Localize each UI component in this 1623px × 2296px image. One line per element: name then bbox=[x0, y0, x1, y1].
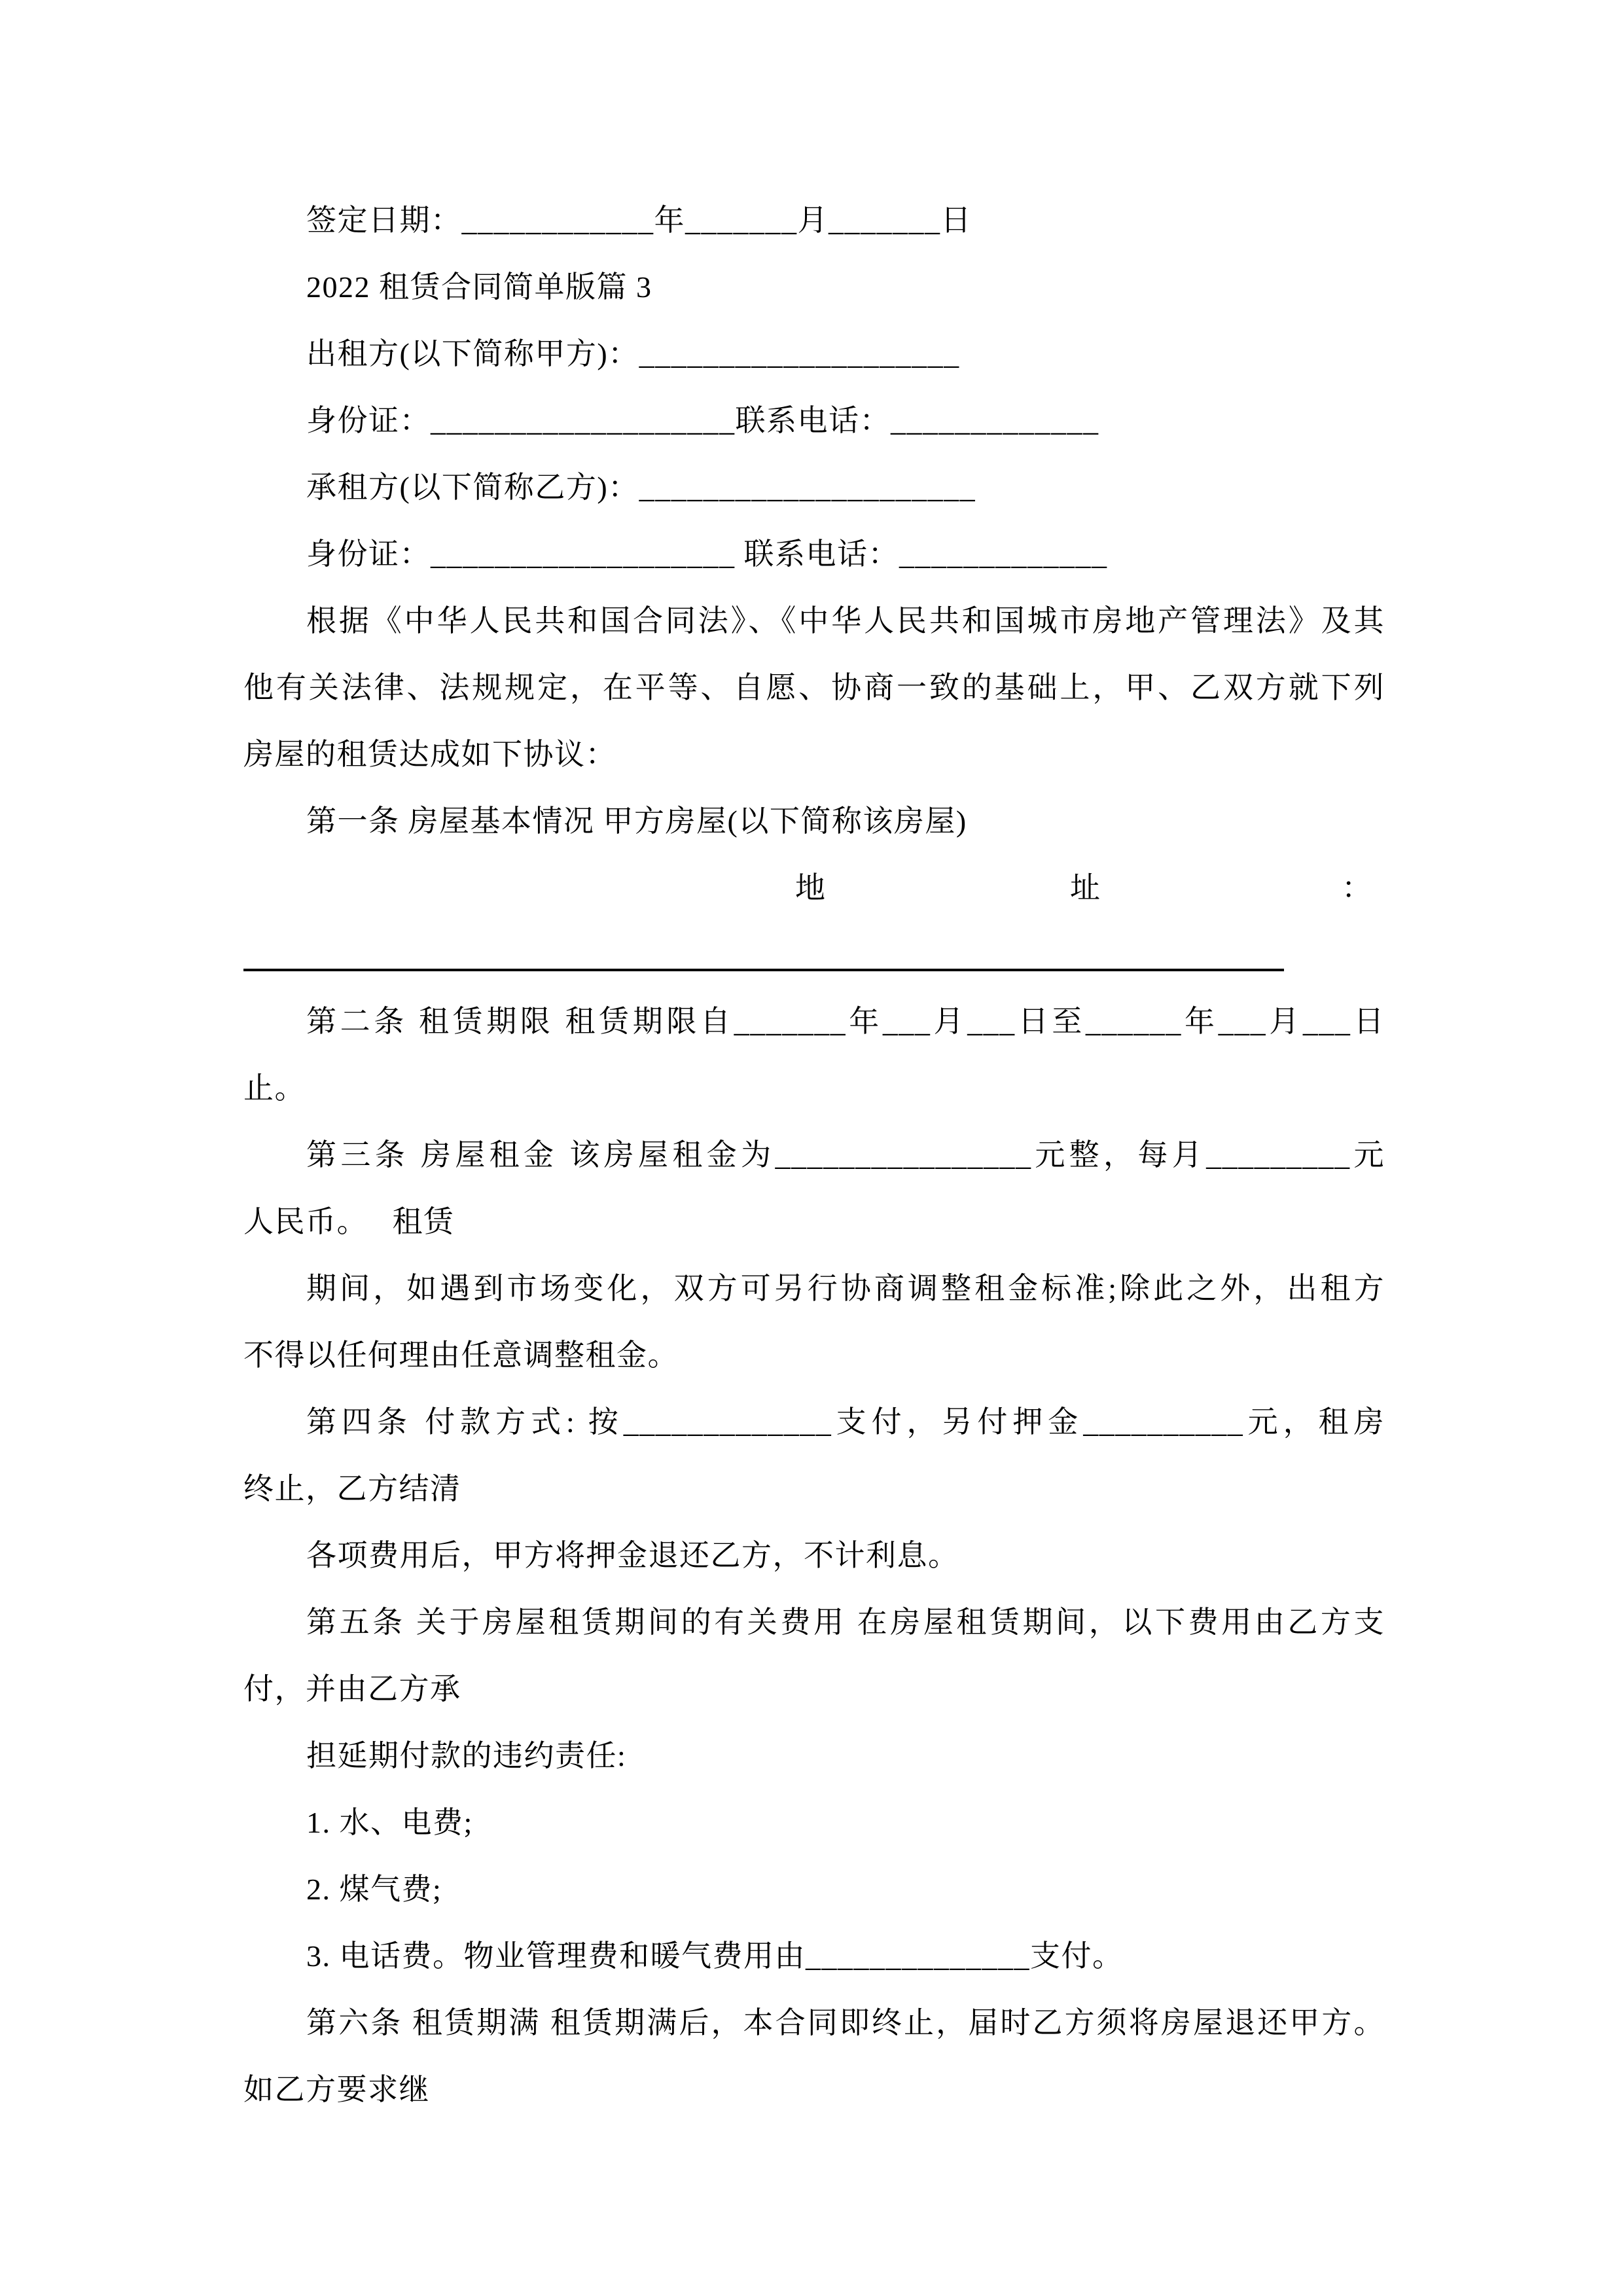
document-line-7: 根据《中华人民共和国合同法》、《中华人民共和国城市房地产管理法》及其 bbox=[306, 604, 1385, 637]
document-line-4: 身份证：___________________联系电话：_____________ bbox=[306, 404, 1099, 437]
document-line-16: 人民币。 租赁 bbox=[243, 1205, 455, 1238]
document-line-24: 担延期付款的违约责任: bbox=[306, 1739, 627, 1772]
address-blank-row bbox=[243, 922, 1385, 988]
document-line-1: 签定日期：____________年_______月_______日 bbox=[306, 204, 972, 237]
document-line-23: 付，并由乙方承 bbox=[243, 1672, 461, 1706]
fill-in-blank-rule bbox=[243, 969, 1284, 971]
address-label-part: 址 bbox=[1070, 871, 1101, 905]
address-label-part: 地 bbox=[795, 871, 827, 905]
document-line-25: 1. 水、电费; bbox=[306, 1806, 473, 1839]
document-line-18: 不得以任何理由任意调整租金。 bbox=[243, 1338, 679, 1372]
contract-document-content bbox=[243, 187, 1385, 2123]
document-line-5: 承租方(以下简称乙方)：_____________________ bbox=[306, 471, 976, 504]
document-line-21: 各项费用后，甲方将押金退还乙方，不计利息。 bbox=[306, 1539, 959, 1572]
document-line-22: 第五条 关于房屋租赁期间的有关费用 在房屋租赁期间，以下费用由乙方支 bbox=[306, 1605, 1385, 1639]
address-label-row bbox=[243, 855, 1385, 922]
document-line-8: 他有关法律、法规规定，在平等、自愿、协商一致的基础上，甲、乙双方就下列 bbox=[243, 671, 1385, 704]
document-line-27: 3. 电话费。物业管理费和暖气费用由______________支付。 bbox=[306, 1939, 1124, 1973]
document-line-29: 如乙方要求继 bbox=[243, 2073, 430, 2106]
document-line-10: 第一条 房屋基本情况 甲方房屋(以下简称该房屋) bbox=[306, 804, 967, 838]
document-line-26: 2. 煤气费; bbox=[306, 1873, 442, 1906]
document-line-6: 身份证：___________________ 联系电话：_____________ bbox=[306, 537, 1108, 571]
address-label-part: ： bbox=[1342, 871, 1373, 905]
document-line-17: 期间，如遇到市场变化，双方可另行协商调整租金标准;除此之外，出租方 bbox=[306, 1272, 1385, 1305]
document-line-15: 第三条 房屋租金 该房屋租金为________________元整，每月_________元 bbox=[306, 1138, 1385, 1172]
document-line-28: 第六条 租赁期满 租赁期满后，本合同即终止，届时乙方须将房屋退还甲方。 bbox=[306, 2006, 1385, 2039]
document-line-20: 终止，乙方结清 bbox=[243, 1472, 461, 1505]
document-line-3: 出租方(以下简称甲方)：____________________ bbox=[306, 337, 960, 370]
document-line-2: 2022 租赁合同简单版篇 3 bbox=[306, 270, 652, 304]
document-line-9: 房屋的租赁达成如下协议： bbox=[243, 738, 616, 771]
document-line-14: 止。 bbox=[243, 1071, 306, 1105]
document-line-19: 第四条 付款方式: 按_____________支付，另付押金__________元，租房 bbox=[306, 1405, 1385, 1439]
document-line-13: 第二条 租赁期限 租赁期限自_______年___月___日至______年___月___日 bbox=[306, 1005, 1385, 1038]
